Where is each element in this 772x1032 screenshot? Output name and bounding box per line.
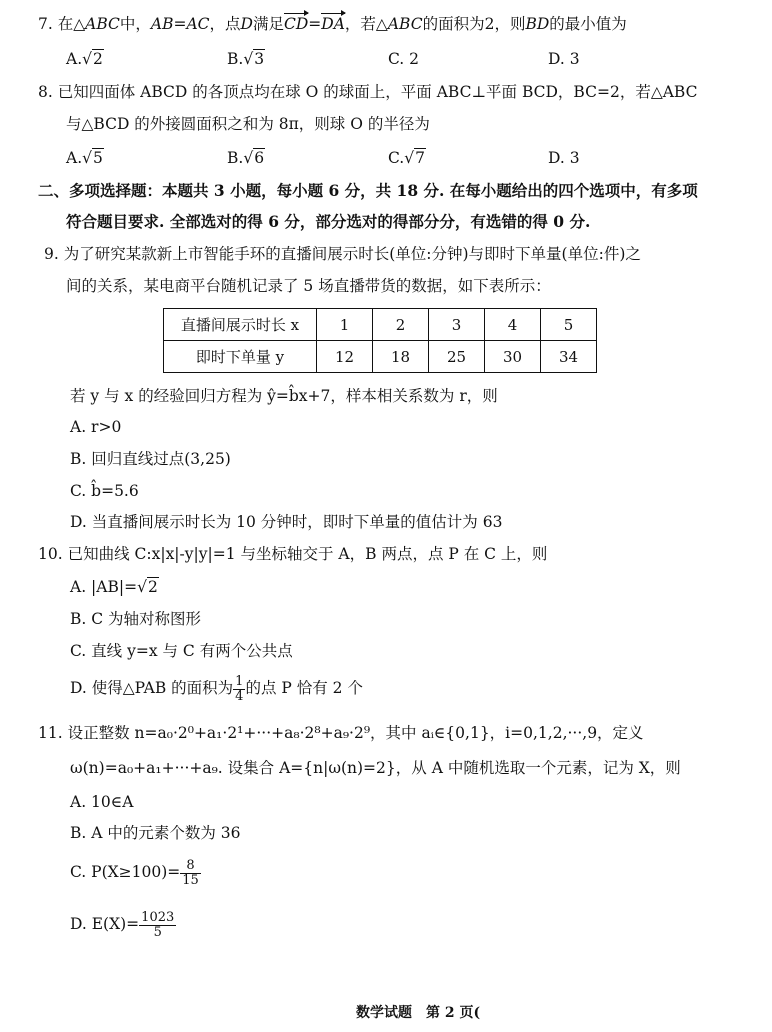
- q10-option-d-text-a: D. 使得△PAB 的面积为: [70, 679, 234, 697]
- q7-option-c: C. 2: [388, 50, 420, 68]
- table-cell: 18: [373, 341, 429, 373]
- q8-line1: [38, 81, 697, 103]
- q11-option-b: B. A 中的元素个数为 36: [70, 824, 241, 842]
- q11-fraction-c-den: 15: [182, 872, 199, 888]
- q8-option-d: D. 3: [548, 149, 580, 167]
- q7-text-f: 的面积为2，则: [422, 15, 526, 33]
- q7-option-a: A.√2: [66, 50, 103, 68]
- table-cell: 12: [317, 341, 373, 373]
- q9-line1: [44, 243, 641, 265]
- q7-abc2: ABC: [387, 15, 423, 33]
- section2-heading-line2: 符合题目要求. 全部选对的得 6 分，部分选对的得部分分，有选错的得 0 分.: [66, 212, 591, 231]
- q7-option-b-rad: 3: [254, 50, 265, 68]
- q10-fraction: [233, 675, 245, 704]
- q10-option-c: C. 直线 y=x 与 C 有两个公共点: [70, 642, 293, 660]
- q10-option-d: [70, 672, 363, 704]
- table-cell: 25: [429, 341, 485, 373]
- q7-number: 7.: [38, 15, 53, 33]
- q8-line1-text: 已知四面体 ABCD 的各顶点均在球 O 的球面上，平面 ABC⊥平面 BCD，BC=2，若△ABC: [57, 83, 698, 101]
- q10-option-a: A. |AB|=√2: [70, 578, 158, 596]
- q11-fraction-d-num: 1023: [141, 909, 175, 925]
- q7-vector-cd: CD: [284, 15, 309, 33]
- q9-line1-text: 为了研究某款新上市智能手环的直播间展示时长(单位:分钟)与即时下单量(单位:件)之: [63, 245, 641, 263]
- q11-option-d-text: D. E(X)=: [70, 915, 140, 933]
- q7-text-d: 满足: [252, 15, 284, 33]
- table-header-y: 即时下单量 y: [164, 341, 317, 373]
- q7-option-a-rad: 2: [93, 50, 103, 68]
- q11-line1-text: 设正整数 n=a₀·2⁰+a₁·2¹+···+a₈·2⁸+a₉·2⁹，其中 aᵢ∈{0,1}，i=0,1,2,···,9，定义: [67, 724, 644, 742]
- table-row: [164, 341, 597, 373]
- table-header-x: 直播间展示时长 x: [164, 309, 317, 341]
- q9-option-b: B. 回归直线过点(3,25): [70, 450, 231, 468]
- q8-option-b-rad: 6: [254, 149, 265, 167]
- q7-text-a: 在△: [57, 15, 86, 33]
- q7-d: D: [240, 15, 253, 33]
- q10-fraction-den: 4: [235, 688, 244, 704]
- q11-line1: [38, 722, 644, 744]
- table-cell: 1: [317, 309, 373, 341]
- q7-vector-da: DA: [321, 15, 345, 33]
- q8-option-a: A.√5: [66, 149, 103, 167]
- q11-fraction-d: [139, 911, 176, 940]
- q10-line1: [38, 543, 547, 565]
- q11-fraction-d-den: 5: [153, 924, 162, 940]
- q7-option-d: D. 3: [548, 50, 580, 68]
- table-cell: 5: [541, 309, 597, 341]
- table-row: [164, 309, 597, 341]
- q8-number: 8.: [38, 83, 53, 101]
- q8-option-c: C.√7: [388, 149, 425, 167]
- q11-option-c: [70, 852, 201, 892]
- q8-option-a-label: A.: [66, 149, 83, 167]
- q8-option-c-rad: 7: [415, 149, 425, 167]
- q8-option-b-label: B.: [227, 149, 244, 167]
- q11-fraction-c: [180, 859, 201, 888]
- table-cell: 34: [541, 341, 597, 373]
- q7-bd: BD: [525, 15, 550, 33]
- q7-eq: =: [308, 15, 322, 33]
- q11-option-d: [70, 904, 176, 944]
- q7-text-g: 的最小值为: [549, 15, 627, 33]
- table-cell: 2: [373, 309, 429, 341]
- q9-line3: 若 y 与 x 的经验回归方程为 ŷ=b̂x+7，样本相关系数为 r，则: [70, 387, 498, 405]
- q7-text-b: 中，: [119, 15, 151, 33]
- table-cell: 4: [485, 309, 541, 341]
- q9-option-a: A. r>0: [70, 418, 122, 436]
- q11-number: 11.: [38, 724, 63, 742]
- q10-line1-text: 已知曲线 C:x|x|-y|y|=1 与坐标轴交于 A，B 两点，点 P 在 C 上，则: [67, 545, 548, 563]
- q10-option-b: B. C 为轴对称图形: [70, 610, 202, 628]
- q7-text-e: ，若△: [344, 15, 388, 33]
- q7-abc: ABC: [85, 15, 120, 33]
- q8-option-b: B.√6: [227, 149, 265, 167]
- q7-option-b: B.√3: [227, 50, 265, 68]
- q11-option-a: A. 10∈A: [70, 793, 134, 811]
- q9-option-d: D. 当直播间展示时长为 10 分钟时，即时下单量的值估计为 63: [70, 513, 503, 531]
- q10-option-d-text-b: 的点 P 恰有 2 个: [245, 679, 363, 697]
- table-cell: 30: [485, 341, 541, 373]
- q10-fraction-num: 1: [235, 673, 244, 689]
- q7-text-c: ，点: [209, 15, 241, 33]
- section2-heading-line1: 二、多项选择题：本题共 3 小题，每小题 6 分，共 18 分. 在每小题给出的四个选项中，有多项: [38, 181, 698, 200]
- table-cell: 3: [429, 309, 485, 341]
- q7-option-a-label: A.: [66, 50, 83, 68]
- q8-option-c-label: C.: [388, 149, 405, 167]
- q11-fraction-c-num: 8: [180, 859, 201, 874]
- q10-option-a-rad: 2: [147, 578, 158, 596]
- q9-number: 9.: [44, 245, 59, 263]
- q9-line2: 间的关系，某电商平台随机记录了 5 场直播带货的数据，如下表所示：: [66, 277, 551, 295]
- q8-line2: 与△BCD 的外接圆面积之和为 8π，则球 O 的半径为: [66, 115, 430, 133]
- page-footer: 数学试题 第 2 页(: [356, 1005, 481, 1021]
- q11-line2: ω(n)=a₀+a₁+···+a₉. 设集合 A={n|ω(n)=2}，从 A 中随机选取一个元素，记为 X，则: [70, 759, 681, 777]
- q10-number: 10.: [38, 545, 63, 563]
- q11-option-c-text: C. P(X≥100)=: [70, 863, 181, 881]
- q7-option-b-label: B.: [227, 50, 244, 68]
- q9-option-c: C. b̂=5.6: [70, 482, 139, 500]
- q9-data-table: [163, 308, 597, 373]
- q7-cond: AB=AC: [150, 15, 210, 33]
- q10-option-a-label: A. |AB|=: [70, 578, 138, 596]
- q8-option-a-rad: 5: [93, 149, 103, 167]
- q7-stem: [38, 13, 627, 35]
